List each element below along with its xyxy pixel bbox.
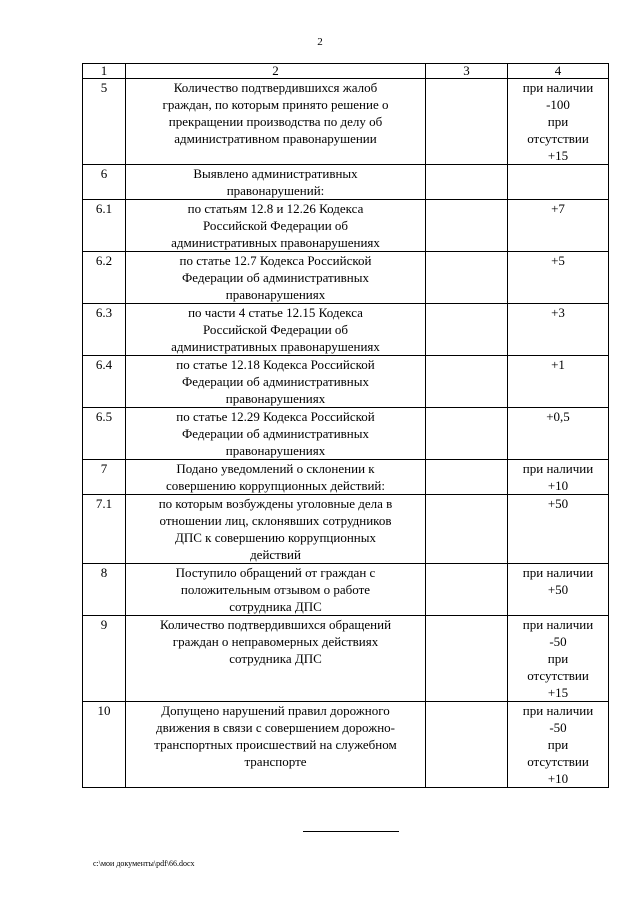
row-points xyxy=(508,79,609,165)
description-line: Российской Федерации об xyxy=(202,322,349,337)
row-number: 6 xyxy=(83,165,126,200)
description-line: Количество подтвердившихся жалоб xyxy=(173,80,378,95)
points-line: -50 xyxy=(549,634,567,649)
row-points xyxy=(508,356,609,408)
description-line: Федерации об административных xyxy=(181,426,369,441)
description-line: административных правонарушениях xyxy=(171,235,380,250)
description-line: Выявлено административных xyxy=(193,166,358,181)
points-line: +10 xyxy=(547,771,569,786)
description-line: положительным отзывом о работе xyxy=(180,582,371,597)
points-line: +3 xyxy=(551,305,565,320)
description-line: Поступило обращений от граждан с xyxy=(175,565,376,580)
row-number: 6.3 xyxy=(83,304,126,356)
header-cell: 1 xyxy=(83,64,126,79)
description-line: по статье 12.7 Кодекса Российской xyxy=(179,253,372,268)
description-line: административном правонарушении xyxy=(174,131,377,146)
description-line: отношении лиц, склонявших сотрудников xyxy=(159,513,392,528)
row-column-3 xyxy=(426,304,508,356)
header-cell: 3 xyxy=(426,64,508,79)
points-line: +1 xyxy=(551,357,565,372)
row-description xyxy=(126,356,426,408)
table-row xyxy=(83,304,609,356)
row-column-3 xyxy=(426,460,508,495)
row-column-3 xyxy=(426,408,508,460)
points-line: +50 xyxy=(547,496,569,511)
points-line: при наличии xyxy=(522,461,594,476)
row-description xyxy=(126,408,426,460)
table-row xyxy=(83,200,609,252)
description-line: правонарушениях xyxy=(225,287,326,302)
description-line: правонарушений: xyxy=(226,183,325,198)
points-line: при xyxy=(547,114,569,129)
table-row xyxy=(83,702,609,788)
description-line: правонарушениях xyxy=(225,391,326,406)
points-line: при xyxy=(547,651,569,666)
row-description xyxy=(126,616,426,702)
row-column-3 xyxy=(426,252,508,304)
points-line: при наличии xyxy=(522,80,594,95)
points-line: при xyxy=(547,737,569,752)
row-description xyxy=(126,564,426,616)
row-description xyxy=(126,165,426,200)
description-line: по статье 12.29 Кодекса Российской xyxy=(176,409,375,424)
row-number: 7.1 xyxy=(83,495,126,564)
row-description xyxy=(126,252,426,304)
points-line: отсутствии xyxy=(527,668,589,683)
points-line: отсутствии xyxy=(527,131,589,146)
row-column-3 xyxy=(426,200,508,252)
row-number: 6.4 xyxy=(83,356,126,408)
row-number: 6.5 xyxy=(83,408,126,460)
row-description xyxy=(126,200,426,252)
row-points xyxy=(508,408,609,460)
row-number: 6.1 xyxy=(83,200,126,252)
description-line: ДПС к совершению коррупционных xyxy=(174,530,376,545)
description-line: Федерации об административных xyxy=(181,270,369,285)
table-row xyxy=(83,564,609,616)
table-row xyxy=(83,616,609,702)
row-points xyxy=(508,200,609,252)
points-line: при наличии xyxy=(522,703,594,718)
description-line: совершению коррупционных действий: xyxy=(166,478,385,493)
table-row xyxy=(83,79,609,165)
header-cell: 2 xyxy=(126,64,426,79)
description-line: по части 4 статье 12.15 Кодекса xyxy=(188,305,363,320)
description-line: граждан о неправомерных действиях xyxy=(172,634,379,649)
description-line: прекращении производства по делу об xyxy=(168,114,383,129)
description-line: по которым возбуждены уголовные дела в xyxy=(158,496,393,511)
description-line: движения в связи с совершением дорожно- xyxy=(155,720,395,735)
row-column-3 xyxy=(426,564,508,616)
description-line: Допущено нарушений правил дорожного xyxy=(161,703,390,718)
description-line: транспорте xyxy=(244,754,307,769)
row-number: 8 xyxy=(83,564,126,616)
points-line: +10 xyxy=(547,478,569,493)
table-row xyxy=(83,252,609,304)
row-number: 6.2 xyxy=(83,252,126,304)
table-row xyxy=(83,408,609,460)
description-line: сотрудника ДПС xyxy=(229,599,322,614)
file-path: c:\мои документы\pdf\66.docx xyxy=(93,859,195,868)
row-description xyxy=(126,460,426,495)
page-number: 2 xyxy=(317,36,323,48)
row-points xyxy=(508,702,609,788)
description-line: Количество подтвердившихся обращений xyxy=(159,617,392,632)
row-number: 7 xyxy=(83,460,126,495)
description-line: Российской Федерации об xyxy=(202,218,349,233)
table-row xyxy=(83,165,609,200)
table-row xyxy=(83,495,609,564)
points-line: +50 xyxy=(547,582,569,597)
description-line: по статьям 12.8 и 12.26 Кодекса xyxy=(187,201,364,216)
row-description xyxy=(126,702,426,788)
row-description xyxy=(126,79,426,165)
row-column-3 xyxy=(426,356,508,408)
row-column-3 xyxy=(426,165,508,200)
points-line: при наличии xyxy=(522,565,594,580)
row-column-3 xyxy=(426,495,508,564)
points-line: +15 xyxy=(547,685,569,700)
description-line: транспортных происшествий на служебном xyxy=(154,737,397,752)
row-column-3 xyxy=(426,79,508,165)
table-row xyxy=(83,356,609,408)
row-points xyxy=(508,460,609,495)
row-points xyxy=(508,252,609,304)
description-line: правонарушениях xyxy=(225,443,326,458)
points-line: +7 xyxy=(551,201,565,216)
row-column-3 xyxy=(426,702,508,788)
points-line: -100 xyxy=(546,97,570,112)
row-number: 10 xyxy=(83,702,126,788)
points-line: +5 xyxy=(551,253,565,268)
row-points xyxy=(508,564,609,616)
header-cell: 4 xyxy=(508,64,609,79)
row-points xyxy=(508,495,609,564)
row-points xyxy=(508,304,609,356)
row-number: 5 xyxy=(83,79,126,165)
table-header-row xyxy=(83,64,609,79)
points-line: при наличии xyxy=(522,617,594,632)
points-line: -50 xyxy=(549,720,567,735)
description-line: по статье 12.18 Кодекса Российской xyxy=(176,357,375,372)
points-line: +0,5 xyxy=(546,409,570,424)
table-row xyxy=(83,460,609,495)
row-description xyxy=(126,304,426,356)
description-line: сотрудника ДПС xyxy=(229,651,322,666)
row-number: 9 xyxy=(83,616,126,702)
row-column-3 xyxy=(426,616,508,702)
description-line: Федерации об административных xyxy=(181,374,369,389)
description-line: административных правонарушениях xyxy=(171,339,380,354)
signature-line xyxy=(303,831,399,832)
row-description xyxy=(126,495,426,564)
description-line: Подано уведомлений о склонении к xyxy=(176,461,375,476)
points-line: отсутствии xyxy=(527,754,589,769)
description-line: граждан, по которым принято решение о xyxy=(162,97,389,112)
criteria-table xyxy=(82,63,609,788)
row-points xyxy=(508,165,609,200)
row-points xyxy=(508,616,609,702)
description-line: действий xyxy=(250,547,301,562)
points-line: +15 xyxy=(547,148,569,163)
